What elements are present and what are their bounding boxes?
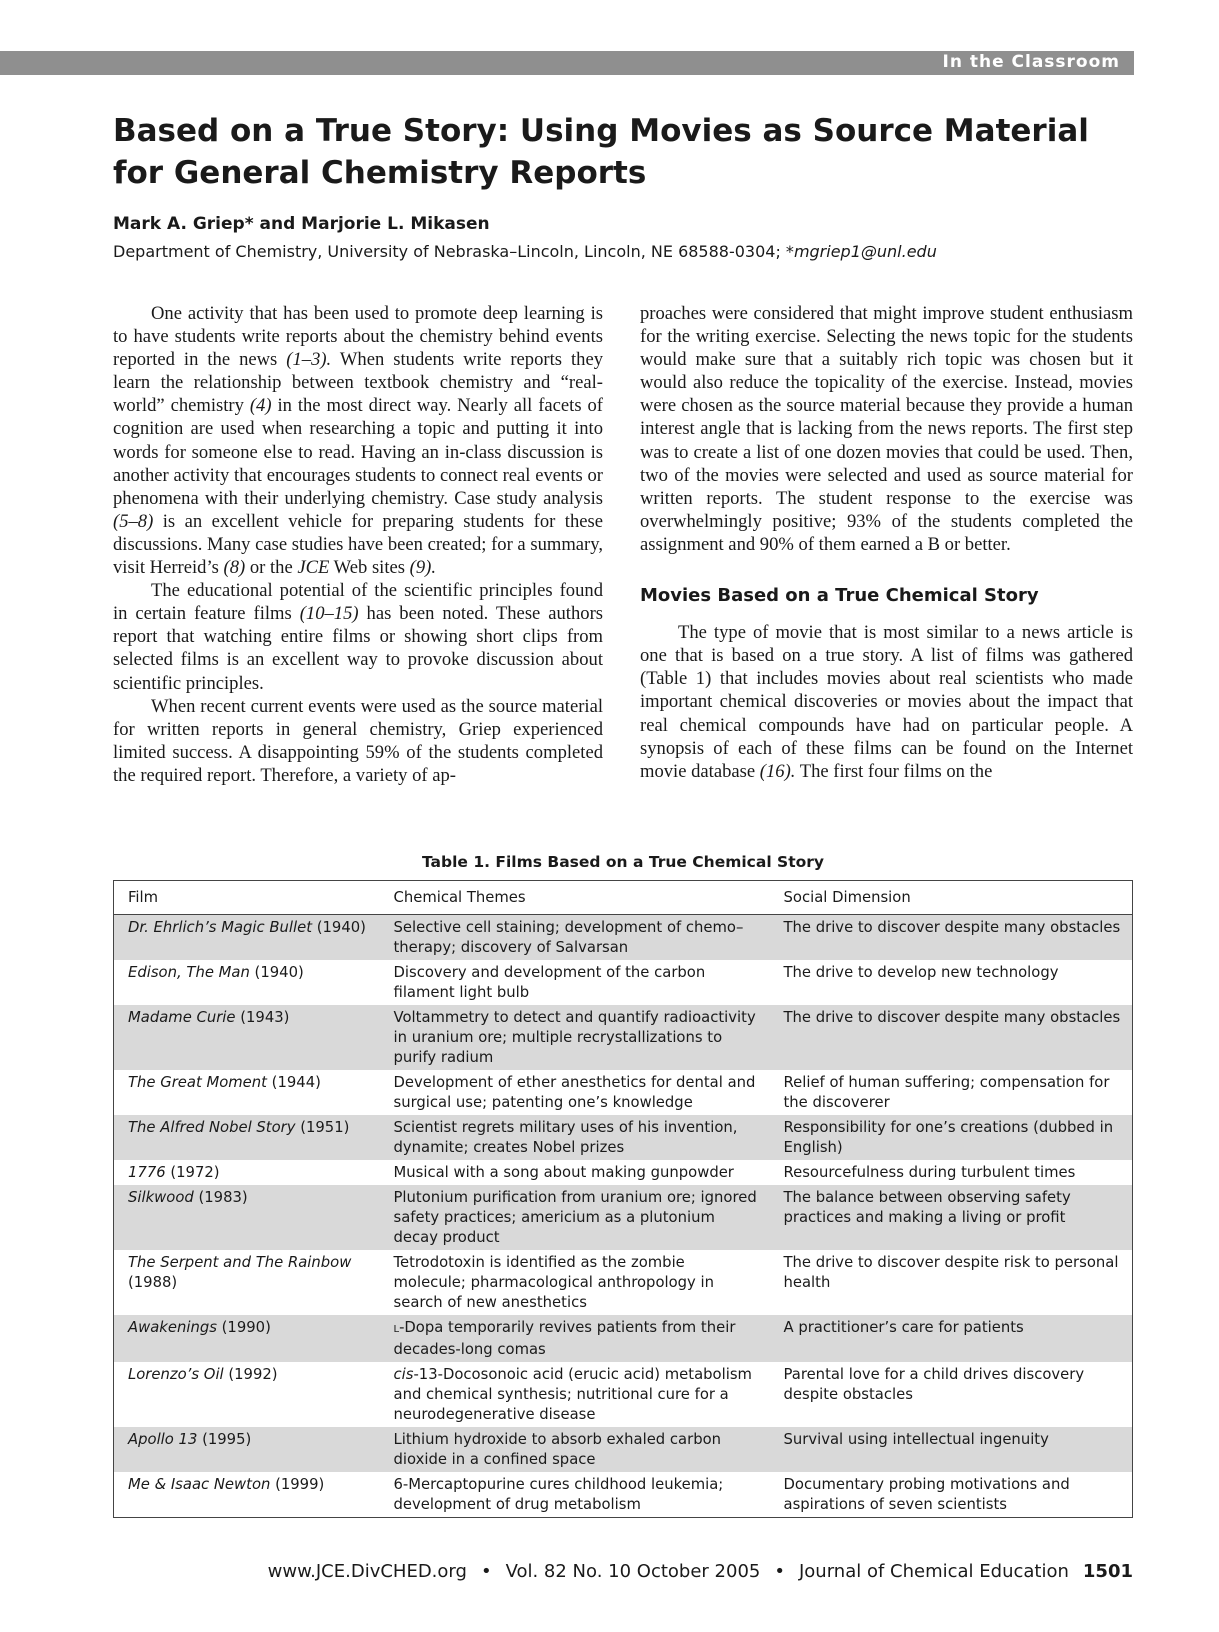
footer-journal: Journal of Chemical Education <box>798 1561 1069 1582</box>
film-cell <box>114 1115 380 1160</box>
paragraph-4: The type of movie that is most similar to a news article is one that is based on a true story. A list of films was gathered (Table 1) that includes movies about real scientists who made important chemical discoveries or movies about the impact that real chemical compounds have had on particular people. A synopsis of each of these films can be found on the Internet movie database (16). The first four films on the <box>640 622 1133 782</box>
themes-cell <box>380 1362 770 1427</box>
film-title: Edison, The Man <box>128 964 250 981</box>
table-row <box>114 1250 1133 1315</box>
film-cell <box>114 1185 380 1250</box>
themes-cell <box>380 915 770 961</box>
film-title: 1776 <box>128 1164 166 1181</box>
page-footer <box>268 1561 1133 1582</box>
themes-text: -Dopa temporarily revives patients from their decades-long comas <box>393 1319 736 1358</box>
title-line-1: Based on a True Story: Using Movies as Source Material <box>113 113 1089 149</box>
film-title: Madame Curie <box>128 1009 236 1026</box>
social-cell: Resourcefulness during turbulent times <box>783 1164 1076 1181</box>
table-row <box>114 1005 1133 1070</box>
film-title: Silkwood <box>128 1189 194 1206</box>
themes-cell <box>380 1472 770 1518</box>
column-header-social: Social Dimension <box>770 881 1133 915</box>
table-row <box>114 1315 1133 1362</box>
footer-bullet: • <box>480 1561 492 1582</box>
film-title: The Serpent and The Rainbow <box>128 1254 352 1271</box>
social-cell: The balance between observing safety practices and making a living or profit <box>770 1185 1133 1250</box>
section-header-bar <box>0 51 1134 75</box>
film-cell <box>114 1005 380 1070</box>
film-year: (1951) <box>295 1119 350 1136</box>
themes-cell <box>380 1070 770 1115</box>
film-cell <box>114 1070 380 1115</box>
film-cell <box>114 1315 380 1362</box>
citation[interactable]: (16). <box>759 760 796 782</box>
themes-cell <box>380 1315 770 1362</box>
film-year: (1944) <box>266 1074 321 1091</box>
table-row <box>114 1070 1133 1115</box>
page-number: 1501 <box>1082 1561 1133 1582</box>
themes-text: Scientist regrets military uses of his invention, dynamite; creates Nobel prizes <box>393 1119 738 1156</box>
table-row <box>114 1362 1133 1427</box>
table-header-row <box>114 881 1133 915</box>
film-cell <box>114 1472 380 1518</box>
table-row <box>114 1185 1133 1250</box>
themes-cell <box>380 960 770 1005</box>
themes-text: Lithium hydroxide to absorb exhaled carbon dioxide in a confined space <box>393 1431 722 1468</box>
film-year: (1995) <box>197 1431 252 1448</box>
affiliation <box>113 242 937 261</box>
citation[interactable]: (10–15) <box>299 603 359 625</box>
social-cell: The drive to develop new technology <box>783 964 1059 981</box>
film-cell <box>114 1160 380 1185</box>
paragraph-1: One activity that has been used to promote deep learning is to have students write reports about the chemistry behind events reported in the news (1–3). When students write reports they learn the relationship between textbook chemistry and “real-world” chemistry (4) in the most direct way. Nearly all facets of cognition are used when researching a topic and putting it into words for someone else to read. Having an in-class discussion is another activity that encourages students to connect real events or phenomena with their underlying chemistry. Case study analysis (5–8) is an excellent vehicle for preparing students for these discussions. Many case studies have been created; for a summary, visit Herreid’s (8) or the JCE Web sites (9). <box>113 303 603 579</box>
journal-abbrev: JCE <box>297 557 330 579</box>
themes-text: Plutonium purification from uranium ore; ignored safety practices; americium as a plutonium decay product <box>393 1189 757 1246</box>
table-caption: Table 1. Films Based on a True Chemical Story <box>421 853 825 871</box>
film-cell <box>114 915 380 961</box>
section-label: In the Classroom <box>942 52 1120 72</box>
social-cell: Parental love for a child drives discovery despite obstacles <box>783 1366 1085 1403</box>
themes-cell <box>380 1160 770 1185</box>
themes-cell <box>380 1250 770 1315</box>
themes-cell <box>380 1185 770 1250</box>
body-column-right <box>640 302 1133 783</box>
social-cell: Relief of human suffering; compensation for the discoverer <box>783 1074 1110 1111</box>
social-cell: The drive to discover despite many obstacles <box>770 915 1133 961</box>
footer-issue: Vol. 82 No. 10 October 2005 <box>505 1561 761 1582</box>
small-caps-prefix: L <box>393 1324 400 1335</box>
footer-website[interactable]: www.JCE.DivCHED.org <box>267 1561 467 1582</box>
themes-cell <box>380 1005 770 1070</box>
italic-prefix: cis <box>393 1366 414 1383</box>
themes-text: -13-Docosonoic acid (erucic acid) metabolism and chemical synthesis; nutritional cure for a neurodegenerative disease <box>393 1366 752 1423</box>
film-year: (1972) <box>165 1164 220 1181</box>
themes-text: 6-Mercaptopurine cures childhood leukemia; development of drug metabolism <box>393 1476 724 1513</box>
social-cell: The drive to discover despite risk to personal health <box>783 1254 1119 1291</box>
themes-text: Discovery and development of the carbon filament light bulb <box>393 964 706 1001</box>
article-title <box>113 110 1113 194</box>
title-line-2: for General Chemistry Reports <box>113 155 647 191</box>
body-column-left <box>113 302 603 787</box>
themes-cell <box>380 1427 770 1472</box>
film-year: (1940) <box>249 964 304 981</box>
film-year: (1940) <box>312 919 366 936</box>
film-cell <box>114 1427 380 1472</box>
themes-cell <box>380 1115 770 1160</box>
film-year: (1988) <box>128 1274 178 1291</box>
section-heading: Movies Based on a True Chemical Story <box>640 585 1039 607</box>
film-title: Lorenzo’s Oil <box>128 1366 224 1383</box>
citation[interactable]: (1–3). <box>286 349 332 371</box>
themes-text: Tetrodotoxin is identified as the zombie molecule; pharmacological anthropology in search of new anesthetics <box>393 1254 715 1311</box>
social-cell: A practitioner’s care for patients <box>770 1315 1133 1362</box>
footer-bullet: • <box>774 1561 785 1582</box>
column-header-themes: Chemical Themes <box>380 881 770 915</box>
table-row <box>114 1160 1133 1185</box>
film-year: (1999) <box>270 1476 325 1493</box>
table-row <box>114 1427 1133 1472</box>
film-title: The Great Moment <box>128 1074 267 1091</box>
film-title: The Alfred Nobel Story <box>128 1119 296 1136</box>
themes-text: Musical with a song about making gunpowder <box>393 1164 734 1181</box>
social-cell: The drive to discover despite many obstacles <box>770 1005 1133 1070</box>
column-header-film: Film <box>114 881 380 915</box>
citation[interactable]: (8) <box>223 557 246 579</box>
film-title: Me & Isaac Newton <box>128 1476 271 1493</box>
table-row <box>114 1115 1133 1160</box>
table-row <box>114 915 1133 961</box>
themes-text: Development of ether anesthetics for dental and surgical use; patenting one’s knowledge <box>393 1074 756 1111</box>
film-cell <box>114 1250 380 1315</box>
paragraph-2: The educational potential of the scientific principles found in certain feature films (10–15) has been noted. These authors report that watching entire films or showing short clips from selected films is an excellent way to provoke discussion about scientific principles. <box>113 580 603 694</box>
film-title: Dr. Ehrlich’s Magic Bullet <box>128 919 313 936</box>
film-year: (1992) <box>223 1366 278 1383</box>
author-email[interactable]: mgriep1@unl.edu <box>793 242 937 261</box>
social-cell: Responsibility for one’s creations (dubbed in English) <box>770 1115 1133 1160</box>
authors: Mark A. Griep* and Marjorie L. Mikasen <box>113 214 490 234</box>
film-year: (1990) <box>216 1319 271 1336</box>
table-row <box>114 1472 1133 1518</box>
affiliation-text: Department of Chemistry, University of Nebraska–Lincoln, Lincoln, NE 68588-0304; * <box>113 242 794 261</box>
social-cell: Survival using intellectual ingenuity <box>770 1427 1133 1472</box>
citation[interactable]: (9). <box>409 557 436 579</box>
table-row <box>114 960 1133 1005</box>
film-cell <box>114 960 380 1005</box>
film-year: (1943) <box>235 1009 290 1026</box>
social-cell: Documentary probing motivations and aspirations of seven scientists <box>783 1476 1070 1513</box>
paragraph-3-continued: proaches were considered that might improve student enthusiasm for the writing exercise. Selecting the news topic for the students would make sure that a suitably rich topic was chosen but it would also reduce the topicality of the exercise. Instead, movies were chosen as the source material because they provide a human interest angle that is lacking from the news reports. The first step was to create a list of one dozen movies that could be used. Then, two of the movies were selected and used as source material for written reports. The student response to the exercise was overwhelmingly positive; 93% of the students completed the assignment and 90% of them earned a B or better. <box>640 303 1133 555</box>
film-title: Apollo 13 <box>128 1431 198 1448</box>
themes-text: Selective cell staining; development of chemo–therapy; discovery of Salvarsan <box>393 919 744 956</box>
film-cell <box>114 1362 380 1427</box>
paragraph-3: When recent current events were used as the source material for written reports in general chemistry, Griep experienced limited success. A disappointing 59% of the students completed the required report. Therefore, a variety of ap- <box>113 695 603 786</box>
themes-text: Voltammetry to detect and quantify radioactivity in uranium ore; multiple recrystallizations to purify radium <box>393 1009 756 1066</box>
film-year: (1983) <box>193 1189 248 1206</box>
citation[interactable]: (4) <box>249 395 272 417</box>
film-title: Awakenings <box>128 1319 217 1336</box>
films-table <box>113 880 1133 1518</box>
citation[interactable]: (5–8) <box>113 510 154 532</box>
